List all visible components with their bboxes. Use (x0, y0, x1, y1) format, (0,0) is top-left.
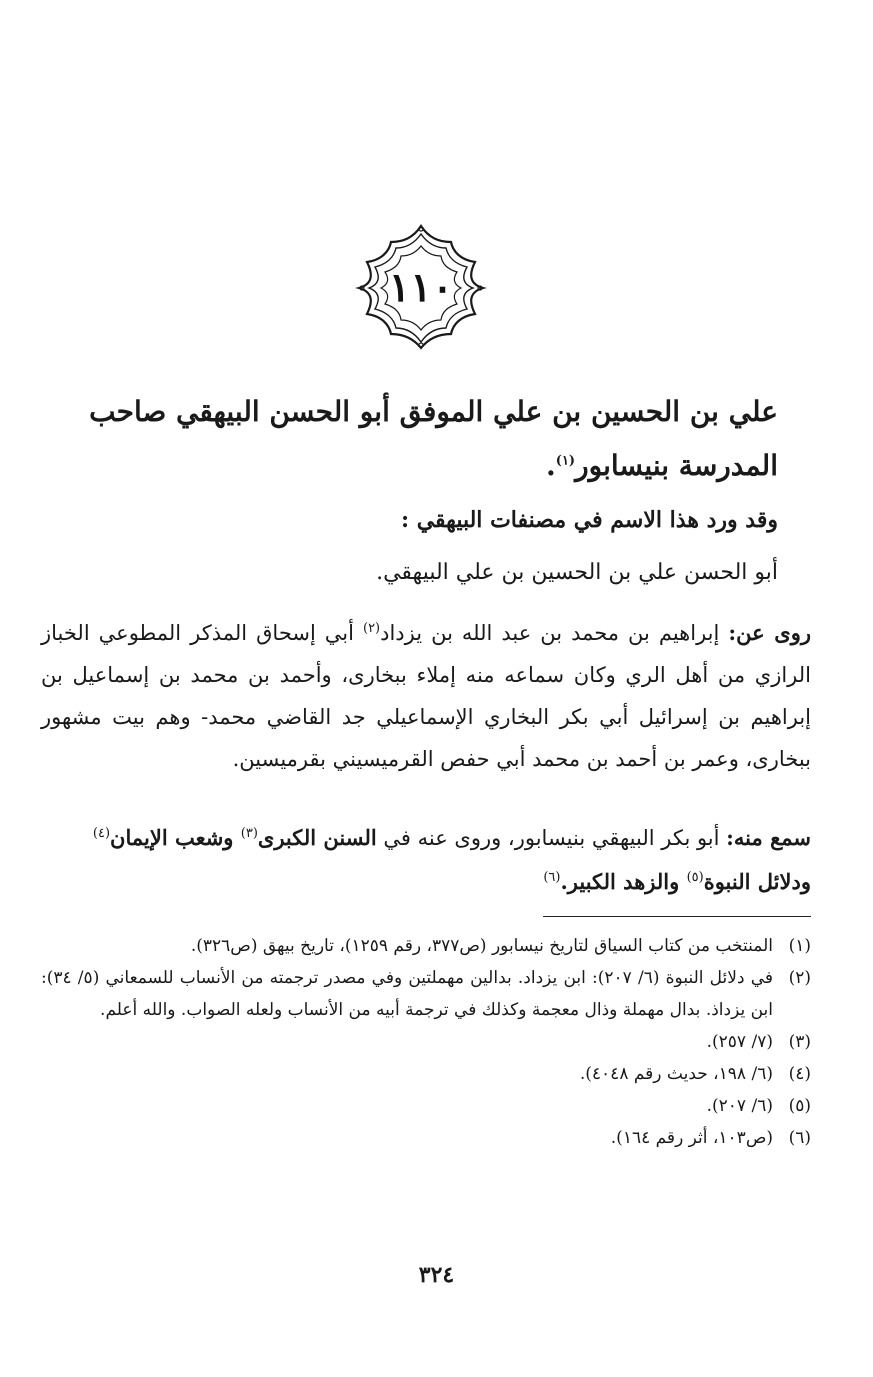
footnote-number: (٦) (788, 1128, 811, 1148)
book-title: السنن الكبرى (257, 825, 377, 850)
page-number: ٣٢٤ (418, 1262, 455, 1288)
entry-number: ١١٠ (388, 263, 454, 311)
footnote-ref: (٥) (686, 870, 704, 885)
footnote-ref: (٤) (92, 826, 111, 841)
paragraph-narrated-from (41, 612, 811, 780)
footnote-number: (٢) (788, 968, 811, 988)
entry-title-text: علي بن الحسين بن علي الموفق أبو الحسن البيهقي صاحب المدرسة بنيسابور (89, 395, 778, 482)
entry-title: علي بن الحسين بن علي الموفق أبو الحسن البيهقي صاحب المدرسة بنيسابور$^{(١)}$. (89, 395, 778, 482)
book-title: والزهد الكبير. (560, 869, 687, 894)
footnote-number: (٤) (788, 1064, 811, 1084)
footnote-number: (٥) (788, 1096, 811, 1116)
section-label: روى عن: (728, 620, 811, 645)
footnote (41, 1090, 811, 1122)
paragraph-sources: وقد ورد هذا الاسم في مصنفات البيهقي : (400, 507, 778, 533)
footnote-text: (٦/ ٢٠٧). (706, 1096, 773, 1116)
entry-number-emblem (355, 222, 487, 352)
footnote (41, 1058, 811, 1090)
body-text: أبي إسحاق المذكر المطوعي الخباز الرازي من أهل الري وكان سماعه منه إملاء ببخارى، وأحمد بن محمد بن إسماعيل بن إبراهيم بن إسرائيل أبي بكر البخاري الإسماعيلي جد القاضي محمد- وهم بيت مشهور ببخارى، وعمر بن أحمد بن محمد أبي حفص القرميسيني بقرميسين. (41, 621, 811, 771)
footnote-number: (٣) (788, 1032, 811, 1052)
footnote-text: (٧/ ٢٥٧). (706, 1032, 773, 1052)
footnote-divider (543, 916, 811, 917)
footnote-ref: (١) (555, 453, 576, 469)
footnote-text: المنتخب من كتاب السياق لتاريخ نيسابور (ص٣٧٧، رقم ١٢٥٩)، تاريخ بيهق (ص٣٢٦). (190, 936, 773, 956)
footnote-ref: (٣) (240, 826, 258, 841)
footnote-text: في دلائل النبوة (٦/ ٢٠٧): ابن يزداد. بدالين مهملتين وفي مصدر ترجمته من الأنساب للسمعاني (٥/ ٣٤): ابن يزداذ. بدال مهملة وذال معجمة وكذلك في ترجمة أبيه من الأنساب ولعله الصواب. والله أعلم. (41, 968, 773, 1020)
footnotes (41, 930, 811, 1154)
body-text: إبراهيم بن محمد بن عبد الله بن يزداد (380, 621, 729, 645)
footnote-number: (١) (788, 936, 811, 956)
book-title: ودلائل النبوة (703, 869, 811, 894)
footnote (41, 962, 811, 1026)
footnote-ref: (٢) (362, 621, 381, 636)
paragraph-heard-from (41, 816, 811, 904)
footnote (41, 1026, 811, 1058)
book-title: وشعب الإيمان (110, 825, 241, 850)
footnote-ref: (٦) (543, 870, 561, 885)
footnote-text: (٦/ ١٩٨، حديث رقم ٤٠٤٨). (579, 1064, 773, 1084)
footnote (41, 1122, 811, 1154)
paragraph-name-variant: أبو الحسن علي بن الحسين بن علي البيهقي. (376, 560, 778, 585)
section-label: سمع منه: (726, 825, 811, 850)
body-text: أبو بكر البيهقي بنيسابور، وروى عنه في (376, 826, 727, 850)
footnote-text: (ص١٠٣، أثر رقم ١٦٤). (610, 1128, 773, 1148)
footnote (41, 930, 811, 962)
